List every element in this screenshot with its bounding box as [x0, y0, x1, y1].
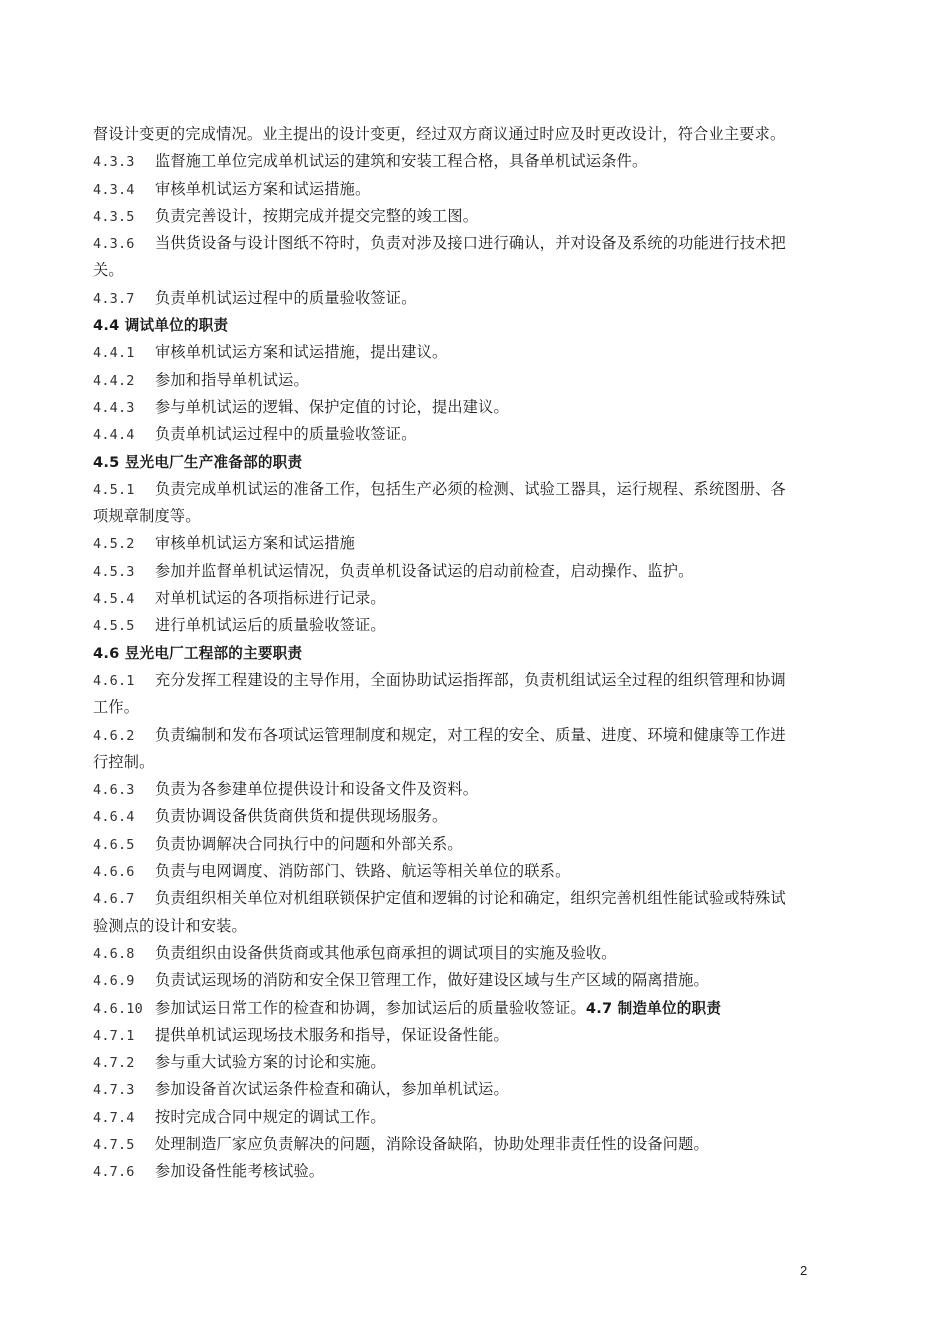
clause-text: 负责单机试运过程中的质量验收签证。 [155, 288, 417, 307]
clause-number: 4.6.6 [93, 864, 135, 881]
document-body [93, 121, 865, 1186]
paragraph-text: 督设计变更的完成情况。业主提出的设计变更，经过双方商议通过时应及时更改设计，符合业主要求。 [93, 125, 786, 143]
clause-text: 负责组织相关单位对机组联锁保护定值和逻辑的讨论和确定，组织完善机组性能试验或特殊试 [155, 889, 786, 908]
clause-text: 参加并监督单机试运情况，负责单机设备试运的启动前检查，启动操作、监护。 [155, 561, 694, 580]
clause-item [93, 1131, 865, 1158]
clause-text: 负责协调设备供货商供货和提供现场服务。 [155, 807, 448, 826]
section-heading: 4.6 昱光电厂工程部的主要职责 [93, 644, 303, 662]
clause-item [93, 803, 865, 830]
paragraph-continuation [93, 503, 865, 530]
clause-text: 参加设备首次试运条件检查和确认，参加单机试运。 [155, 1080, 509, 1099]
clause-number: 4.6.1 [93, 672, 135, 689]
clause-number: 4.7.3 [93, 1082, 135, 1099]
clause-item [93, 831, 865, 858]
clause-number: 4.4.3 [93, 399, 135, 416]
clause-number: 4.4.2 [93, 372, 135, 389]
clause-number: 4.3.6 [93, 236, 135, 253]
clause-text: 充分发挥工程建设的主导作用，全面协助试运指挥部，负责机组试运全过程的组织管理和协调 [155, 670, 786, 689]
clause-item [93, 858, 865, 885]
clause-item [93, 530, 865, 557]
paragraph-text: 工作。 [93, 698, 140, 717]
clause-item [93, 612, 865, 639]
clause-item [93, 585, 865, 612]
paragraph-text: 关。 [93, 261, 124, 280]
clause-item [93, 176, 865, 203]
clause-item [93, 667, 865, 694]
section-heading: 4.4 调试单位的职责 [93, 317, 229, 335]
clause-number: 4.7.6 [93, 1164, 135, 1181]
clause-text: 负责编制和发布各项试运管理制度和规定，对工程的安全、质量、进度、环境和健康等工作进 [155, 725, 786, 744]
clause-item [93, 885, 865, 912]
clause-item [93, 1076, 865, 1103]
clause-text: 负责为各参建单位提供设计和设备文件及资料。 [155, 780, 479, 799]
clause-number: 4.4.4 [93, 427, 135, 444]
clause-text: 审核单机试运方案和试运措施。 [155, 179, 371, 198]
clause-number: 4.3.3 [93, 154, 135, 171]
clause-item [93, 1104, 865, 1131]
clause-text: 处理制造厂家应负责解决的问题，消除设备缺陷，协助处理非责任性的设备问题。 [155, 1134, 709, 1153]
clause-number: 4.6.10 [93, 1000, 143, 1017]
clause-text: 负责组织由设备供货商或其他承包商承担的调试项目的实施及验收。 [155, 943, 617, 962]
paragraph-text: 验测点的设计和安装。 [93, 916, 247, 935]
paragraph-continuation [93, 694, 865, 721]
clause-number: 4.3.4 [93, 181, 135, 198]
clause-number: 4.6.9 [93, 973, 135, 990]
clause-text: 负责试运现场的消防和安全保卫管理工作，做好建设区域与生产区域的隔离措施。 [155, 971, 709, 990]
paragraph-continuation [93, 749, 865, 776]
clause-number: 4.6.4 [93, 809, 135, 826]
clause-item [93, 776, 865, 803]
clause-number: 4.5.3 [93, 563, 135, 580]
clause-text: 负责完善设计，按期完成并提交完整的竣工图。 [155, 206, 479, 225]
clause-number: 4.7.5 [93, 1136, 135, 1153]
clause-item [93, 203, 865, 230]
clause-item [93, 940, 865, 967]
clause-item [93, 558, 865, 585]
clause-number: 4.6.5 [93, 836, 135, 853]
clause-text: 审核单机试运方案和试运措施，提出建议。 [155, 343, 448, 362]
clause-text: 负责与电网调度、消防部门、铁路、航运等相关单位的联系。 [155, 862, 571, 881]
clause-text: 参加试运日常工作的检查和协调，参加试运后的质量验收签证。 [155, 998, 586, 1017]
clause-text: 参与重大试验方案的讨论和实施。 [155, 1053, 386, 1072]
clause-item [93, 722, 865, 749]
clause-text: 审核单机试运方案和试运措施 [155, 534, 356, 553]
clause-number: 4.4.1 [93, 345, 135, 362]
clause-number: 4.6.8 [93, 945, 135, 962]
section-heading: 4.5 昱光电厂生产准备部的职责 [93, 453, 303, 471]
clause-item [93, 1049, 865, 1076]
clause-text: 监督施工单位完成单机试运的建筑和安装工程合格，具备单机试运条件。 [155, 152, 648, 171]
clause-number: 4.3.7 [93, 290, 135, 307]
clause-number: 4.5.4 [93, 591, 135, 608]
clause-number: 4.5.2 [93, 536, 135, 553]
clause-item [93, 1158, 865, 1185]
clause-number: 4.6.2 [93, 727, 135, 744]
clause-text: 进行单机试运后的质量验收签证。 [155, 616, 386, 635]
clause-item [93, 476, 865, 503]
clause-item [93, 367, 865, 394]
clause-item [93, 967, 865, 994]
paragraph-continuation [93, 257, 865, 284]
clause-item [93, 148, 865, 175]
clause-number: 4.7.2 [93, 1055, 135, 1072]
clause-number: 4.6.3 [93, 782, 135, 799]
clause-item [93, 339, 865, 366]
clause-text: 对单机试运的各项指标进行记录。 [155, 589, 386, 608]
clause-text: 参加设备性能考核试验。 [155, 1162, 325, 1181]
clause-item [93, 394, 865, 421]
clause-text: 当供货设备与设计图纸不符时，负责对涉及接口进行确认，并对设备及系统的功能进行技术把 [155, 234, 786, 253]
paragraph-continuation [93, 913, 865, 940]
clause-item [93, 285, 865, 312]
clause-number: 4.5.1 [93, 481, 135, 498]
clause-number: 4.5.5 [93, 618, 135, 635]
clause-text: 提供单机试运现场技术服务和指导，保证设备性能。 [155, 1025, 509, 1044]
clause-text: 按时完成合同中规定的调试工作。 [155, 1107, 386, 1126]
clause-item [93, 1022, 865, 1049]
clause-text: 负责单机试运过程中的质量验收签证。 [155, 425, 417, 444]
clause-text: 参与单机试运的逻辑、保护定值的讨论，提出建议。 [155, 397, 509, 416]
clause-number: 4.7.1 [93, 1027, 135, 1044]
page-number: 2 [800, 1263, 808, 1278]
clause-item [93, 421, 865, 448]
section-heading: 4.7 制造单位的职责 [585, 999, 722, 1017]
paragraph-continuation [93, 121, 865, 148]
paragraph-text: 行控制。 [93, 752, 155, 771]
clause-text: 负责协调解决合同执行中的问题和外部关系。 [155, 834, 463, 853]
clause-text: 负责完成单机试运的准备工作，包括生产必须的检测、试验工器具，运行规程、系统图册、各 [155, 479, 786, 498]
clause-item [93, 995, 865, 1022]
clause-number: 4.7.4 [93, 1109, 135, 1126]
clause-item [93, 230, 865, 257]
clause-number: 4.6.7 [93, 891, 135, 908]
paragraph-text: 项规章制度等。 [93, 507, 201, 526]
clause-number: 4.3.5 [93, 208, 135, 225]
clause-text: 参加和指导单机试运。 [155, 370, 309, 389]
